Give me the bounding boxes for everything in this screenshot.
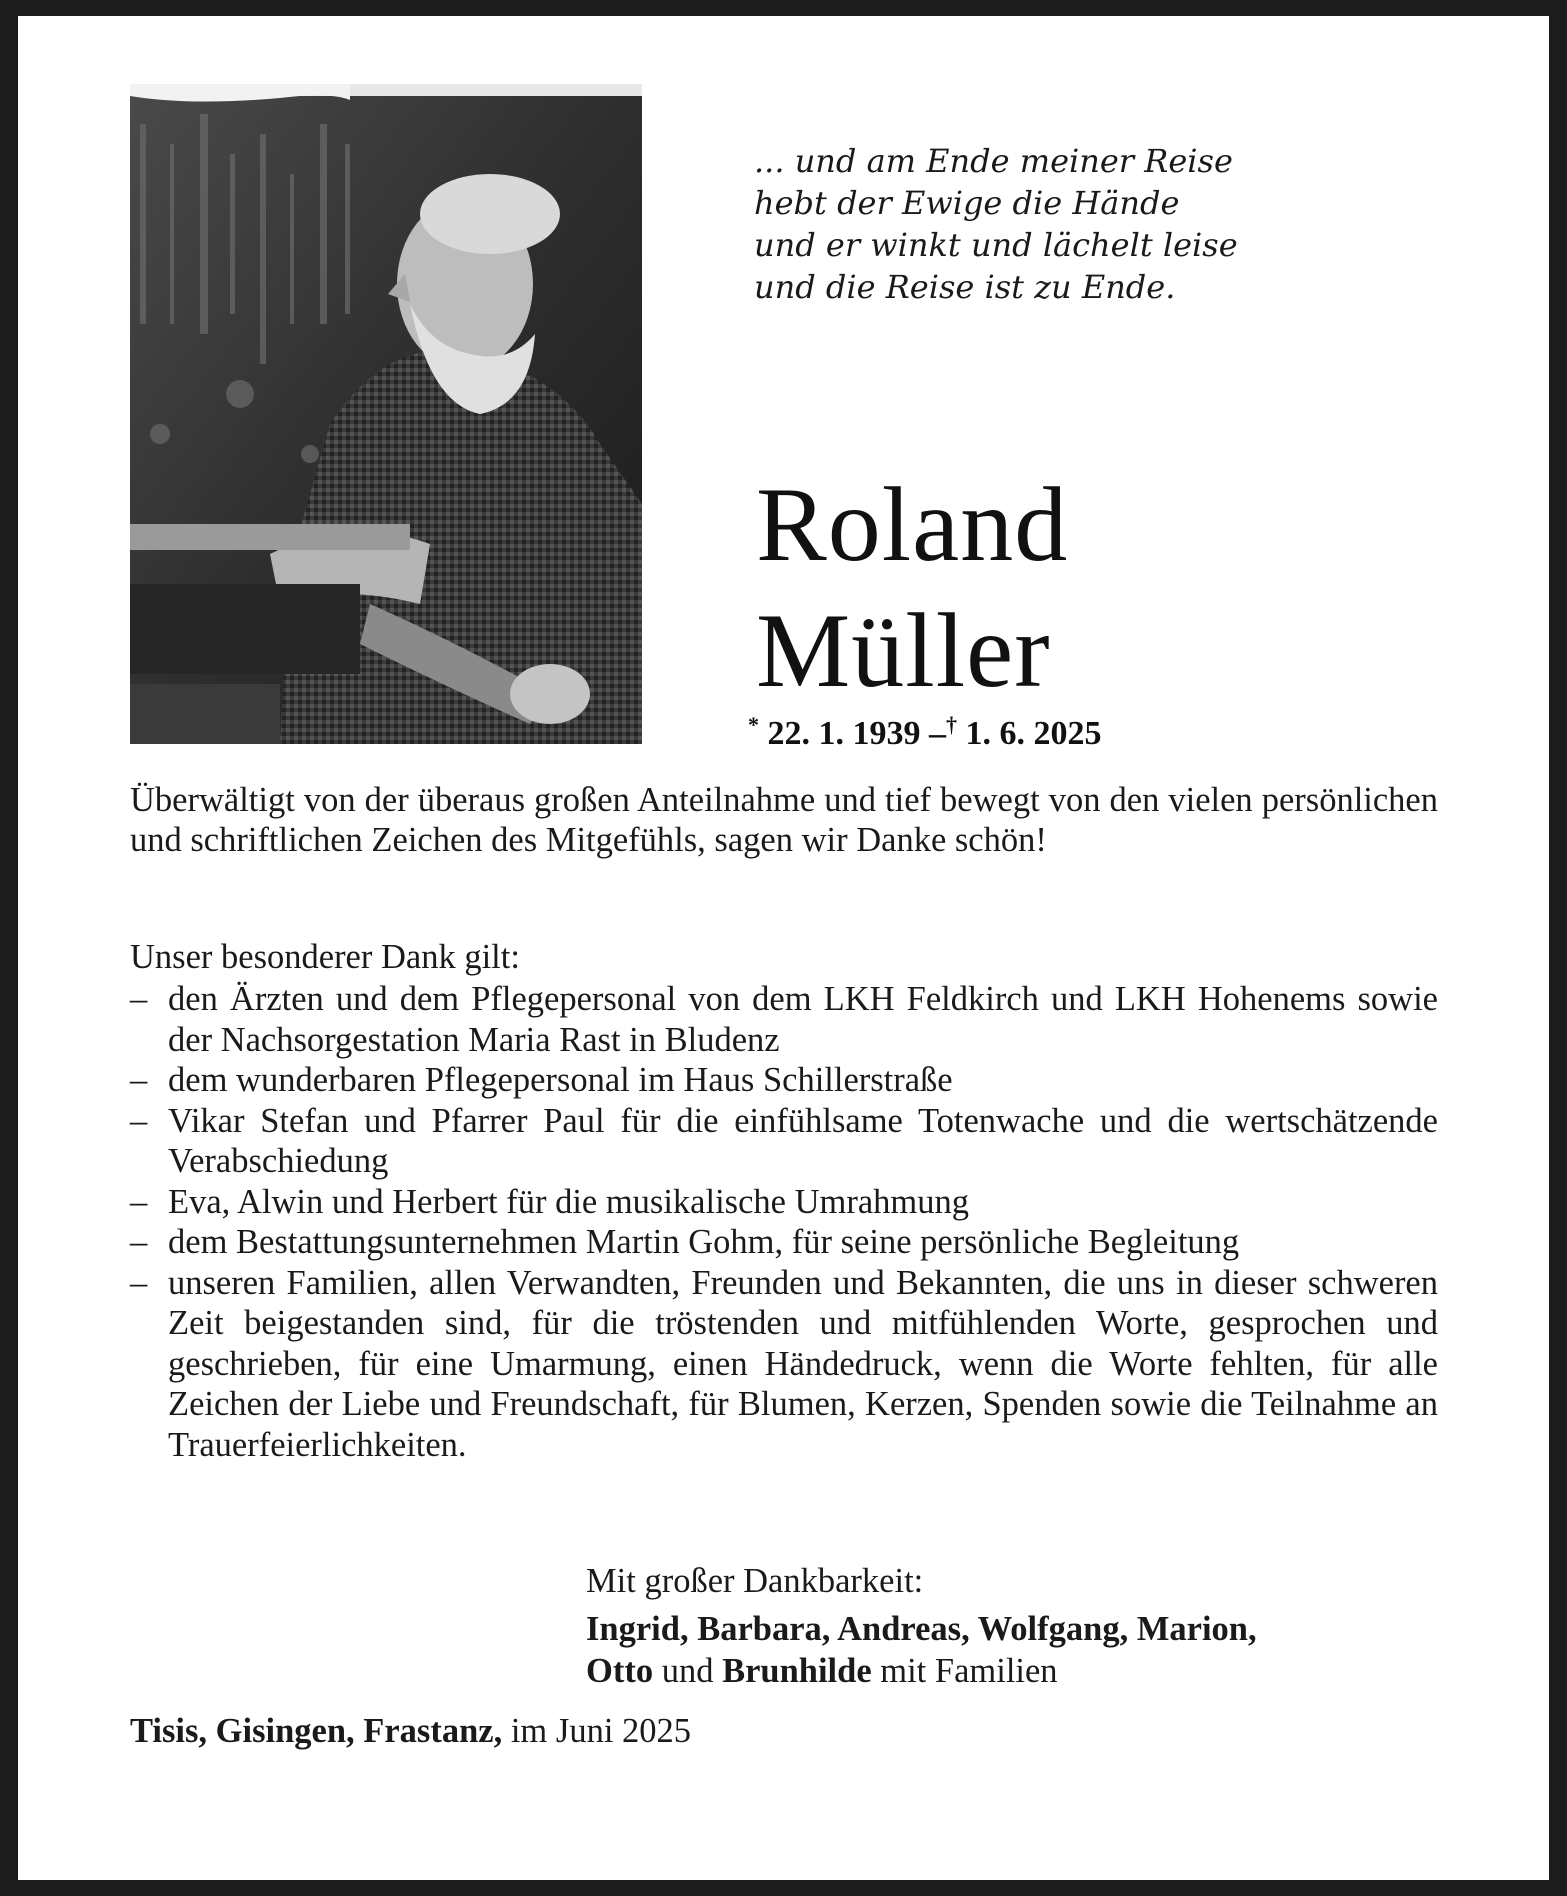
list-item [130, 1263, 1438, 1466]
birth-symbol: * [748, 712, 759, 737]
list-item [130, 1222, 1438, 1263]
poem-line: und er winkt und lächelt leise [754, 226, 1238, 264]
family-name-otto: Otto [586, 1652, 654, 1690]
signoff [586, 1560, 1438, 1692]
list-dash: – [130, 980, 148, 1018]
family-names-bold: Ingrid, Barbara, Andreas, Wolfgang, Marion, [586, 1610, 1257, 1648]
date-separator: – [929, 715, 946, 752]
poem [754, 140, 1238, 308]
list-dash: – [130, 1061, 148, 1099]
thanks-heading: Unser besonderer Dank gilt: [130, 938, 520, 976]
thanks-list [130, 979, 1438, 1465]
family-names [586, 1608, 1438, 1692]
list-item-text: unseren Familien, allen Verwandten, Freunden und Bekannten, die uns in dieser schweren Zeit beigestanden sind, für die tröstenden und mitfühlenden Worte, gesprochen und geschrieben, für eine Umarmung, einen Händedruck, wenn die Worte fehlten, für alle Zeichen der Liebe und Freundschaft, für Blumen, Kerzen, Spenden sowie die Teilnahme an Trauerfeierlichkeiten. [168, 1263, 1438, 1464]
list-dash: – [130, 1182, 148, 1221]
list-item [130, 1182, 1438, 1223]
list-item-text: dem wunderbaren Pflegepersonal im Haus Schillerstraße [168, 1061, 953, 1099]
list-item [130, 1101, 1438, 1182]
death-symbol: † [946, 712, 957, 737]
date: im Juni 2025 [510, 1712, 692, 1750]
list-dash: – [130, 1263, 148, 1302]
poem-line: und die Reise ist zu Ende. [754, 268, 1176, 306]
list-dash: – [130, 1223, 148, 1261]
birth-date: 22. 1. 1939 [767, 715, 921, 752]
intro-paragraph: Überwältigt von der überaus großen Anteilnahme und tief bewegt von den vielen persönlichen und schriftlichen Zeichen des Mitgefühls, sagen wir Danke schön! [130, 781, 1438, 859]
connector: und [661, 1652, 714, 1690]
life-dates [748, 712, 1102, 753]
family-name-brunhilde: Brunhilde [722, 1652, 872, 1690]
locations: Tisis, Gisingen, Frastanz, [130, 1712, 503, 1750]
first-name: Roland [756, 466, 1069, 583]
list-item-text: Eva, Alwin und Herbert für die musikalische Umrahmung [168, 1182, 969, 1221]
list-item [130, 979, 1438, 1060]
family-suffix: mit Familien [880, 1652, 1058, 1690]
list-dash: – [130, 1101, 148, 1140]
list-item [130, 1060, 1438, 1101]
deceased-name [756, 462, 1068, 714]
death-date: 1. 6. 2025 [965, 715, 1102, 752]
last-name: Müller [756, 592, 1051, 709]
poem-line: hebt der Ewige die Hände [754, 184, 1180, 222]
list-item-text: dem Bestattungsunternehmen Martin Gohm, für seine persönliche Begleitung [168, 1223, 1240, 1261]
list-item-text: Vikar Stefan und Pfarrer Paul für die einfühlsame Totenwache und die wertschätzende Verabschiedung [168, 1101, 1438, 1180]
portrait-photo [130, 84, 642, 744]
gratitude-line: Mit großer Dankbarkeit: [586, 1562, 924, 1600]
place-date [130, 1712, 691, 1751]
list-item-text: den Ärzten und dem Pflegepersonal von dem LKH Feldkirch und LKH Hohenems sowie der Nachsorgestation Maria Rast in Bludenz [168, 980, 1438, 1059]
poem-line: ... und am Ende meiner Reise [754, 142, 1233, 180]
